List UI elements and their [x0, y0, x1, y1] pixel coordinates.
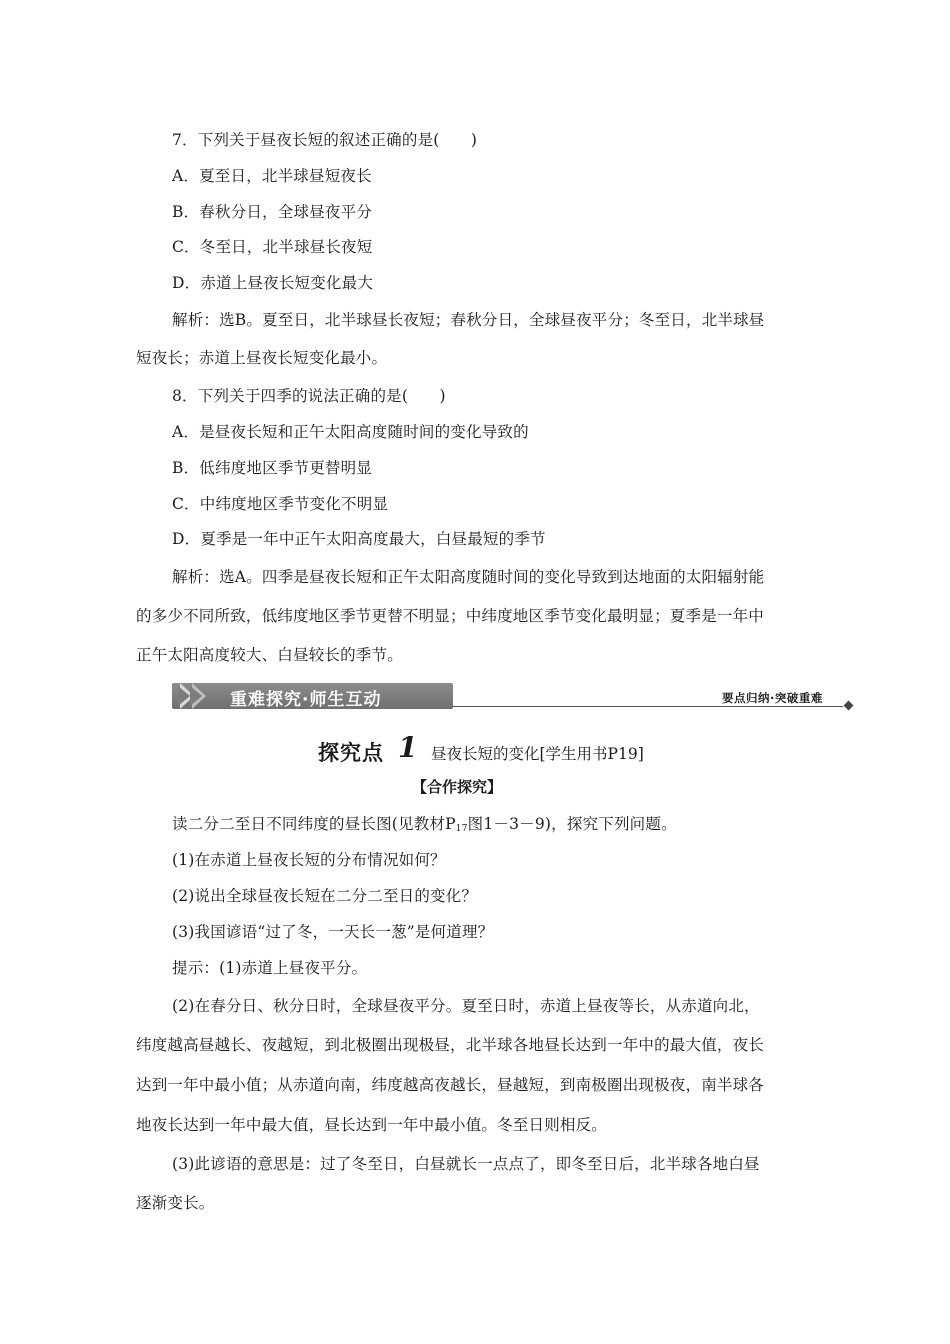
q8-analysis-line-2: 的多少不同所致，低纬度地区季节更替不明显；中纬度地区季节变化最明显；夏季是一年中: [136, 607, 765, 625]
banner-title: 重难探究·师生互动: [230, 690, 382, 710]
intro-text: 读二分二至日不同纬度的昼长图(见教材P: [172, 815, 456, 833]
q8-stem: 8．下列关于四季的说法正确的是( ): [172, 387, 446, 405]
answer-2-line-2: 纬度越高昼越长、夜越短，到北极圈出现极昼，北半球各地昼长达到一年中的最大值，夜长: [136, 1036, 765, 1054]
intro-text: 图1－3－9)，探究下列问题。: [467, 815, 677, 833]
answer-2-line-4: 地夜长达到一年中最大值，昼长达到一年中最小值。冬至日则相反。: [136, 1116, 608, 1134]
q8-analysis-line-3: 正午太阳高度较大、白昼较长的季节。: [136, 646, 403, 664]
subsection-heading: 【合作探究】: [412, 778, 503, 796]
chevron-cut: [178, 686, 190, 706]
answer-2-line-3: 达到一年中最小值；从赤道向南，纬度越高夜越长，昼越短，到南极圈出现极夜，南半球各: [136, 1076, 765, 1094]
q7-stem: 7．下列关于昼夜长短的叙述正确的是( ): [172, 131, 478, 149]
inquiry-intro: [172, 812, 677, 834]
banner-subtitle: 要点归纳·突破重难: [722, 691, 823, 705]
q8-option-b: B．低纬度地区季节更替明显: [172, 459, 372, 477]
answer-3-line-1: (3)此谚语的意思是：过了冬至日，白昼就长一点点了，即冬至日后，北半球各地白昼: [172, 1155, 760, 1173]
q7-option-b: B．春秋分日，全球昼夜平分: [172, 203, 372, 221]
q7-analysis-line-1: 解析：选B。夏至日，北半球昼长夜短；春秋分日，全球昼夜平分；冬至日，北半球昼: [172, 311, 765, 329]
q8-analysis-line-1: 解析：选A。四季是昼夜长短和正午太阳高度随时间的变化导致到达地面的太阳辐射能: [172, 568, 765, 586]
answer-2-line-1: (2)在春分日、秋分日时，全球昼夜平分。夏至日时，赤道上昼夜等长，从赤道向北，: [172, 997, 760, 1015]
q7-analysis-line-2: 短夜长；赤道上昼夜长短变化最小。: [136, 349, 388, 367]
q7-option-a: A．夏至日，北半球昼短夜长: [172, 167, 372, 185]
section-number: 1: [398, 731, 418, 764]
inquiry-question-1: (1)在赤道上昼夜长短的分布情况如何？: [172, 851, 446, 869]
q8-option-d: D．夏季是一年中正午太阳高度最大，白昼最短的季节: [172, 530, 546, 548]
diamond-icon: [844, 701, 854, 711]
q8-option-a: A．是昼夜长短和正午太阳高度随时间的变化导致的: [172, 423, 529, 441]
banner-divider: [453, 706, 843, 707]
inquiry-question-2: (2)说出全球昼夜长短在二分二至日的变化？: [172, 887, 478, 905]
answer-3-line-2: 逐渐变长。: [136, 1194, 215, 1212]
section-banner: [172, 683, 453, 709]
q7-option-c: C．冬至日，北半球昼长夜短: [172, 238, 373, 256]
chevron-cut: [190, 686, 202, 706]
section-subtitle: 昼夜长短的变化[学生用书P19]: [431, 745, 644, 763]
hint-1: 提示：(1)赤道上昼夜平分。: [172, 959, 368, 977]
inquiry-question-3: (3)我国谚语“过了冬，一天长一葱”是何道理？: [172, 923, 494, 941]
q7-option-d: D．赤道上昼夜长短变化最大: [172, 274, 374, 292]
page-subscript: 17: [455, 824, 468, 834]
q8-option-c: C．中纬度地区季节变化不明显: [172, 495, 389, 513]
section-title: 探究点: [318, 741, 384, 765]
